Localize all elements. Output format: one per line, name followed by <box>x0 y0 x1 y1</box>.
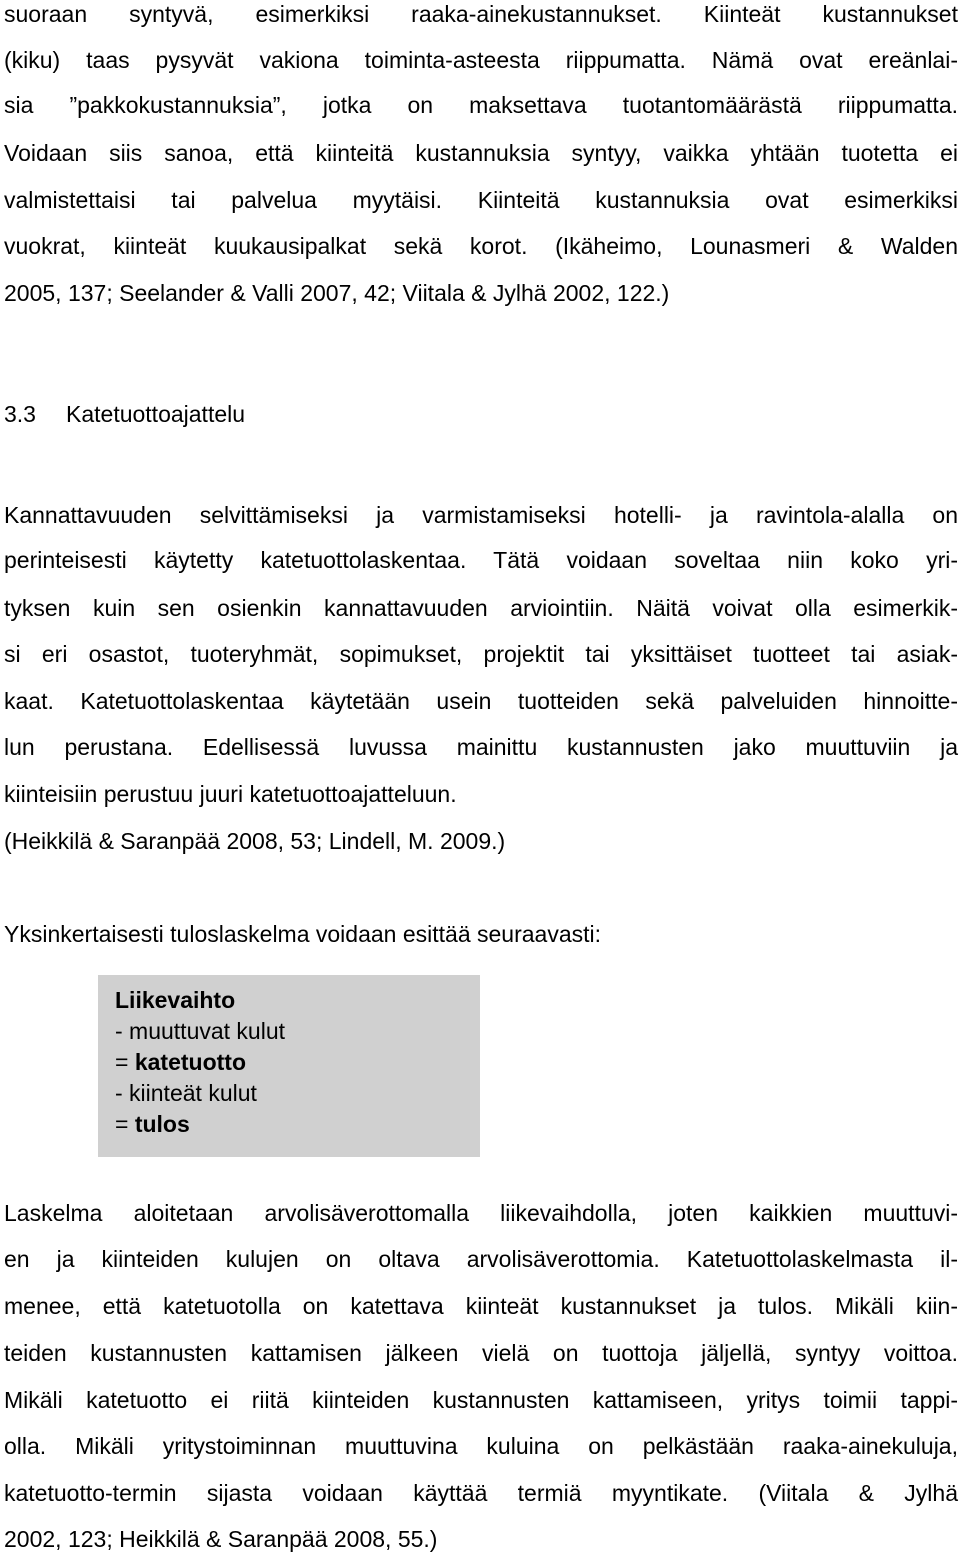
paragraph-line: si eri osastot, tuoteryhmät, sopimukset, projektit tai yksittäiset tuotteet tai asiak- <box>4 641 958 667</box>
paragraph-line: katetuotto-termin sijasta voidaan käyttää termiä myyntikate. (Viitala & Jylhä <box>4 1480 958 1506</box>
paragraph-line: (kiku) taas pysyvät vakiona toiminta-asteesta riippumatta. Nämä ovat ereänlai- <box>4 47 958 73</box>
paragraph-line: (Heikkilä & Saranpää 2008, 53; Lindell, M. 2009.) <box>4 828 506 854</box>
paragraph-line: Kannattavuuden selvittämiseksi ja varmistamiseksi hotelli- ja ravintola-alalla on <box>4 502 958 528</box>
paragraph-line: sia ”pakkokustannuksia”, jotka on maksettava tuotantomäärästä riippumatta. <box>4 92 958 118</box>
paragraph-line: kaat. Katetuottolaskentaa käytetään usein tuotteiden sekä palveluiden hinnoitte- <box>4 688 958 714</box>
income-statement-box <box>98 975 480 1157</box>
paragraph-line: teiden kustannusten kattamisen jälkeen vielä on tuottoja jäljellä, syntyy voittoa. <box>4 1340 958 1366</box>
paragraph-line: suoraan syntyvä, esimerkiksi raaka-ainekustannukset. Kiinteät kustannukset <box>4 1 958 27</box>
section-number: 3.3 <box>4 401 36 427</box>
paragraph-line: kiinteisiin perustuu juuri katetuottoajatteluun. <box>4 781 457 807</box>
calc-result: tulos <box>134 1111 190 1137</box>
paragraph-line: 2005, 137; Seelander & Valli 2007, 42; Viitala & Jylhä 2002, 122.) <box>4 280 670 306</box>
paragraph-line: Voidaan siis sanoa, että kiinteitä kustannuksia syntyy, vaikka yhtään tuotetta ei <box>4 140 958 166</box>
paragraph-line: valmistettaisi tai palvelua myytäisi. Kiinteitä kustannuksia ovat esimerkiksi <box>4 187 958 213</box>
calc-equals: = <box>115 1111 135 1137</box>
calc-fixed-costs: - kiinteät kulut <box>115 1080 257 1106</box>
paragraph-line: en ja kiinteiden kulujen on oltava arvolisäverottomia. Katetuottolaskelmasta il- <box>4 1246 958 1272</box>
calc-equals: = <box>115 1049 135 1075</box>
income-statement-intro: Yksinkertaisesti tuloslaskelma voidaan esittää seuraavasti: <box>4 921 602 947</box>
paragraph-line: perinteisesti käytetty katetuottolaskentaa. Tätä voidaan soveltaa niin koko yri- <box>4 547 958 573</box>
paragraph-line: Laskelma aloitetaan arvolisäverottomalla liikevaihdolla, joten kaikkien muuttuvi- <box>4 1200 958 1226</box>
paragraph-line: menee, että katetuotolla on katettava kiinteät kustannukset ja tulos. Mikäli kiin- <box>4 1293 958 1319</box>
section-title: Katetuottoajattelu <box>66 401 246 427</box>
paragraph-line: vuokrat, kiinteät kuukausipalkat sekä korot. (Ikäheimo, Lounasmeri & Walden <box>4 233 958 259</box>
paragraph-line: Mikäli katetuotto ei riitä kiinteiden kustannusten kattamiseen, yritys toimii tappi- <box>4 1387 958 1413</box>
calc-result-row <box>115 1109 480 1140</box>
section-heading <box>4 400 245 428</box>
paragraph-line: olla. Mikäli yritystoiminnan muuttuvina kuluina on pelkästään raaka-ainekuluja, <box>4 1433 958 1459</box>
calc-margin: katetuotto <box>134 1049 246 1075</box>
paragraph-line: lun perustana. Edellisessä luvussa mainittu kustannusten jako muuttuviin ja <box>4 734 958 760</box>
paragraph-line: tyksen kuin sen osienkin kannattavuuden arviointiin. Näitä voivat olla esimerkik- <box>4 595 958 621</box>
calc-margin-row <box>115 1047 480 1078</box>
calc-revenue: Liikevaihto <box>115 987 236 1013</box>
paragraph-line: 2002, 123; Heikkilä & Saranpää 2008, 55.) <box>4 1526 438 1552</box>
calc-variable-costs: - muuttuvat kulut <box>115 1018 286 1044</box>
